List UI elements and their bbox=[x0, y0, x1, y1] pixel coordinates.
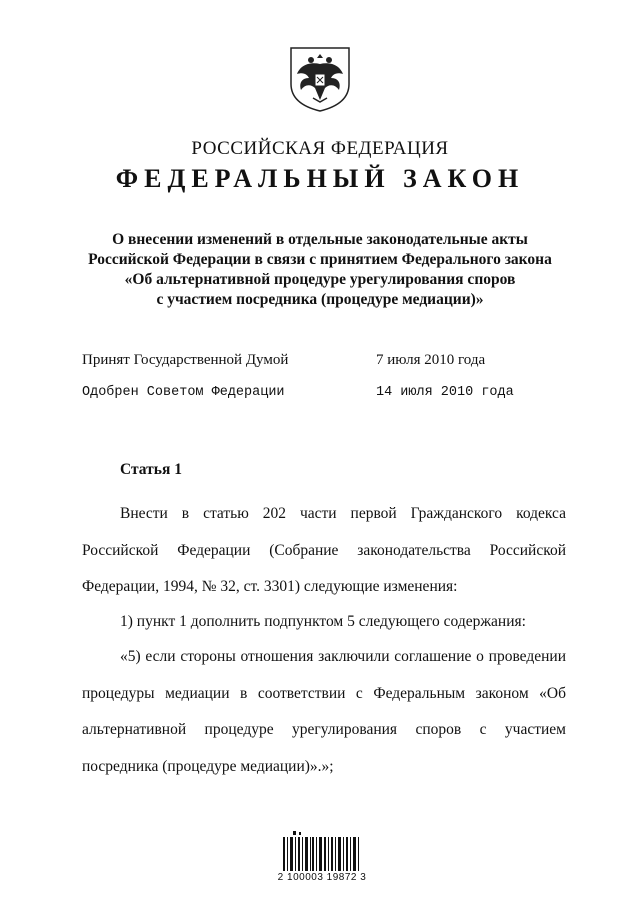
subject-line: О внесении изменений в отдельные законодательные акты bbox=[112, 231, 528, 248]
article-paragraph bbox=[82, 639, 566, 785]
council-approval-label: Одобрен Советом Федерации bbox=[82, 385, 285, 400]
barcode-number: 2 100003 19872 3 bbox=[277, 872, 367, 883]
duma-adoption-date: 7 июля 2010 года bbox=[376, 352, 486, 368]
subject-line: «Об альтернативной процедуре урегулирования споров bbox=[124, 271, 516, 288]
article-paragraph bbox=[82, 496, 566, 606]
barcode-icon bbox=[281, 831, 361, 873]
article-paragraph bbox=[82, 604, 566, 641]
council-approval-date: 14 июля 2010 года bbox=[376, 385, 514, 400]
subject-line: с участием посредника (процедуре медиации)» bbox=[156, 291, 484, 308]
paragraph-text: Внести в статью 202 части первой Гражданского кодекса Российской Федерации (Собрание законодательства Российской Федерации, 1994, № 32, ст. 3301) следующие изменения: bbox=[82, 505, 566, 595]
duma-adoption-label: Принят Государственной Думой bbox=[82, 352, 289, 368]
law-type-title: ФЕДЕРАЛЬНЫЙ ЗАКОН bbox=[115, 164, 525, 193]
country-heading: РОССИЙСКАЯ ФЕДЕРАЦИЯ bbox=[191, 138, 449, 159]
paragraph-text: 1) пункт 1 дополнить подпунктом 5 следующего содержания: bbox=[120, 613, 526, 630]
article-heading: Статья 1 bbox=[120, 461, 182, 478]
subject-line: Российской Федерации в связи с принятием Федерального закона bbox=[88, 251, 552, 268]
coat-of-arms-emblem-icon bbox=[287, 44, 353, 114]
paragraph-text: «5) если стороны отношения заключили соглашение о проведении процедуры медиации в соответствии с Федеральным законом «Об альтернативной процедуре урегулирования споров с участием посредника (процедуре медиации)».»; bbox=[82, 648, 566, 775]
law-subject-title bbox=[60, 230, 580, 310]
